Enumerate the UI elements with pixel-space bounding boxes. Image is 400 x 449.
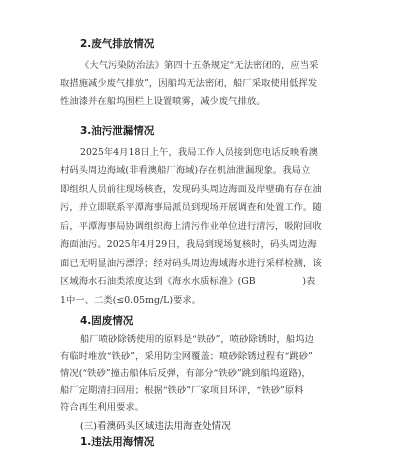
section-title-illegal-sea-use: (三)看澳码头区域违法用海查处情况 [80,421,231,432]
paragraph-line: 符合再生利用要求。 [60,402,145,413]
paragraph-line: 船厂喷砂除锈使用的原料是“铁砂”，喷砂除锈时，船坞边 [80,334,314,345]
paragraph-line: 取措施减少废气排放”，因船坞无法密闭，船厂采取使用低挥发 [60,78,318,89]
paragraph-line: 2025年4月18日上午，我局工作人员接到您电话反映看澳 [80,147,319,158]
paragraph-line: 海面油污。2025年4月29日，我局到现场复核时，码头周边海 [60,239,317,250]
paragraph-line: 即组织人员前往现场核查，发现码头周边海面及岸壁确有存在油 [60,184,322,195]
section-title-oil-leak: 3.油污泄漏情况 [80,125,155,137]
paragraph-line: 船厂定期清扫回用；根据“铁砂”厂家项目环评，“铁砂”原料 [60,385,304,396]
paragraph-line: 《大气污染防治法》第四十五条规定“无法密闭的，应当采 [80,60,319,71]
paragraph-line: 面已无明显油污漂浮；经对码头周边海域海水进行采样检测，该 [60,258,322,269]
paragraph-line: 污，并立即联系平潭海事局派员到现场开展调查和处置工作。随 [60,202,322,213]
section-title-illegal-use-status: 1.违法用海情况 [80,436,155,448]
paragraph-line: 区域海水石油类浓度达到《海水水质标准》(GB )表 [60,276,316,287]
section-title-exhaust: 2.废气排放情况 [80,38,155,50]
section-title-solid-waste: 4.固废情况 [80,315,134,327]
paragraph-line: 有临时堆放“铁砂”，采用防尘网覆盖；喷砂除锈过程有“跳砂” [60,351,313,362]
paragraph-line: 性油漆并在船坞围栏上设置喷雾，减少废气排放。 [60,96,266,107]
paragraph-line: 1中一、二类(≤0.05mg/L)要求。 [60,295,202,306]
paragraph-line: 后，平潭海事局协调组织海上清污作业单位进行清污，吸附回收 [60,221,322,232]
paragraph-line: 村码头周边海域(非看澳船厂海域)存在机油泄漏现象。我局立 [60,165,311,176]
paragraph-line: 情况(“铁砂”撞击船体后反弹，有部分“铁砂”跳到船坞道路)， [60,368,311,379]
